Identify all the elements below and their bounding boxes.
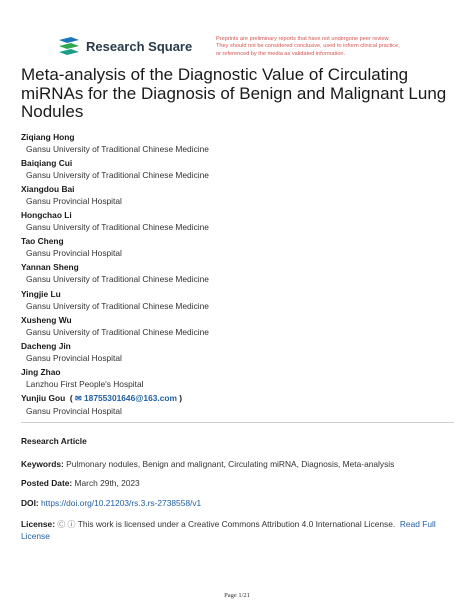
disclaimer-line: They should not be considered conclusive, used to inform clinical practice,: [216, 43, 400, 50]
doi-label: DOI:: [21, 498, 39, 508]
author-affiliation: Gansu Provincial Hospital: [26, 405, 122, 416]
author-entry: [21, 340, 441, 366]
author-name: Baiqiang Cui: [21, 158, 73, 169]
author-entry: [21, 157, 441, 183]
author-name: Ziqiang Hong: [21, 132, 75, 142]
posted-date-label: Posted Date:: [21, 478, 73, 488]
author-entry: [21, 288, 441, 314]
paper-title: Meta-analysis of the Diagnostic Value of Circulating miRNAs for the Diagnosis of Benign and Malignant Lung Nodules: [21, 65, 447, 121]
keywords-row: [21, 458, 394, 470]
email-open-paren: (: [67, 392, 75, 403]
logo-text: Research Square: [86, 38, 193, 54]
section-divider: [21, 422, 454, 423]
author-name: Tao Cheng: [21, 236, 64, 247]
author-affiliation: Gansu University of Traditional Chinese Medicine: [26, 274, 209, 285]
keywords-value: Pulmonary nodules, Benign and malignant, Circulating miRNA, Diagnosis, Meta-analysis: [66, 459, 395, 469]
author-name-text: Yunjiu Gou: [21, 392, 66, 403]
posted-date-row: [21, 477, 140, 489]
email-close-paren: ): [176, 392, 183, 403]
article-type: [21, 435, 87, 447]
author-name: [21, 392, 441, 405]
author-name: Yingjie Lu: [21, 288, 61, 299]
read-full-license-link[interactable]: Read Full: [399, 519, 436, 529]
author-affiliation: Gansu Provincial Hospital: [26, 352, 122, 363]
author-entry: [21, 209, 441, 235]
preprint-disclaimer: [216, 36, 456, 58]
author-name: Xiangdou Bai: [21, 184, 75, 195]
license-label: License:: [21, 519, 55, 529]
author-entry: [21, 131, 441, 157]
author-affiliation: Gansu University of Traditional Chinese Medicine: [26, 326, 209, 337]
author-name: Dacheng Jin: [21, 340, 71, 351]
envelope-icon: ✉: [74, 393, 82, 403]
disclaimer-line: Preprints are preliminary reports that have not undergone peer review.: [216, 36, 390, 42]
author-list: [21, 131, 441, 418]
author-name: Jing Zhao: [21, 366, 61, 377]
posted-date-value: March 29th, 2023: [74, 478, 140, 488]
author-entry: [21, 183, 441, 209]
author-entry: [21, 261, 441, 287]
author-entry: [21, 235, 441, 261]
author-affiliation: Gansu Provincial Hospital: [26, 248, 122, 259]
author-name: Hongchao Li: [21, 210, 72, 221]
read-full-license-link-continued[interactable]: License: [21, 531, 50, 541]
license-text: This work is licensed under a Creative Commons Attribution 4.0 International License.: [77, 519, 396, 529]
doi-link[interactable]: https://doi.org/10.21203/rs.3.rs-2738558/v1: [41, 498, 202, 508]
license-row-continued: [21, 530, 50, 542]
author-affiliation: Gansu University of Traditional Chinese Medicine: [26, 170, 209, 181]
author-entry: [21, 392, 441, 418]
author-affiliation: Gansu University of Traditional Chinese Medicine: [26, 222, 209, 233]
research-square-logo-icon: [57, 36, 81, 56]
author-affiliation: Lanzhou First People's Hospital: [26, 378, 144, 389]
author-name: Yannan Sheng: [21, 262, 79, 273]
author-affiliation: Gansu University of Traditional Chinese Medicine: [26, 300, 209, 311]
creative-commons-icon: Ⓒ ⓘ: [57, 520, 76, 529]
author-entry: [21, 366, 441, 392]
disclaimer-line: or referenced by the media as validated information.: [216, 50, 346, 57]
license-row: [21, 518, 436, 531]
author-affiliation: Gansu Provincial Hospital: [26, 196, 122, 207]
author-entry: [21, 314, 441, 340]
article-type-label: Research Article: [21, 436, 87, 446]
author-email-link[interactable]: 18755301646@163.com: [84, 392, 177, 403]
research-square-logo[interactable]: [57, 36, 192, 56]
author-name: Xusheng Wu: [21, 314, 72, 325]
keywords-label: Keywords:: [21, 459, 64, 469]
page-number: Page 1/21: [224, 592, 250, 599]
author-affiliation: Gansu University of Traditional Chinese Medicine: [26, 144, 209, 154]
doi-row: [21, 497, 201, 509]
